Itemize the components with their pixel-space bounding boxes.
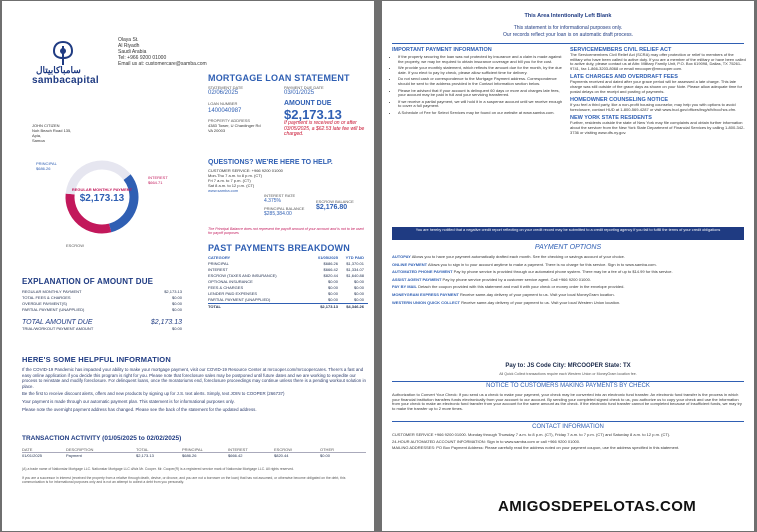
- questions-line: Sat 8 a.m. to 12 p.m. (CT): [208, 183, 255, 188]
- transactions-cell: $2,173.13: [136, 453, 154, 458]
- statement-front-page: [2, 1, 374, 531]
- sender-city: Al Riyadh: [118, 43, 140, 49]
- questions-line: Mon-Thu 7 a.m. to 8 p.m. (CT): [208, 173, 263, 178]
- helpful-paragraph: Your payment is made through our automatic payment plan. This statement is for informational purposes only.: [22, 398, 235, 404]
- balance-label: PRINCIPAL BALANCE: [264, 206, 305, 211]
- important-bullet: • Please be advised that if your account is delinquent 60 days or more and charges late fees, your account may be paid in full and your servicing transferred.: [398, 89, 564, 98]
- questions-title: QUESTIONS? WE'RE HERE TO HELP.: [208, 159, 333, 166]
- explanation-table: [22, 289, 182, 332]
- property-line1: 4383 Tower, U Chardinger Rd: [208, 123, 261, 128]
- balance-value: 4.375%: [264, 198, 281, 204]
- questions-web-link[interactable]: www.samba.com: [208, 188, 239, 193]
- sender-name: Olaya St.: [118, 37, 139, 43]
- sender-address: [118, 37, 207, 67]
- payment-donut-chart: [62, 157, 142, 237]
- explanation-label: PARTIAL PAYMENT (UNAPPLIED): [22, 307, 85, 312]
- explanation-value: $0.00: [171, 307, 182, 312]
- important-info-column: [392, 47, 564, 116]
- divider: [392, 381, 744, 382]
- explanation-title: EXPLANATION OF AMOUNT DUE: [22, 277, 154, 286]
- breakdown-cell: $0.00: [327, 297, 338, 302]
- important-bullet: • Do not send cash or correspondence to the Mortgage Payment address. Correspondence should be sent to the address provided in the Contact Information section below.: [398, 77, 564, 86]
- payment-option-text: Receive same-day delivery of your payment to us. Visit your local MoneyGram location.: [460, 291, 615, 297]
- transactions-title: TRANSACTION ACTIVITY (01/05/2025 to 02/02/2025): [22, 435, 182, 442]
- breakdown-cell: $1,640.88: [346, 273, 364, 278]
- explanation-label: REGULAR MONTHLY PAYMENT: [22, 289, 82, 294]
- housing-title: HOMEOWNER COUNSELING NOTICE: [570, 97, 669, 104]
- escrow-balance-block: [316, 199, 354, 211]
- breakdown-cell: $0.00: [327, 279, 338, 284]
- blank-area-sub2: Our records reflect your loan is on automatic draft process.: [502, 32, 634, 38]
- questions-line: CUSTOMER SERVICE: +966 9200 01000: [208, 168, 283, 173]
- divider: [392, 421, 744, 422]
- breakdown-cell: $0.00: [327, 285, 338, 290]
- samba-logo-icon: [52, 41, 74, 67]
- breakdown-cell: $0.00: [353, 285, 364, 290]
- breakdown-header: YTD PAID: [345, 255, 364, 260]
- explanation-payoff-label: TRIAL/WORKOUT PAYMENT AMOUNT: [22, 326, 94, 331]
- helpful-body: [22, 367, 366, 412]
- breakdown-cell: PRINCIPAL: [208, 261, 229, 266]
- contact-lines: [392, 433, 744, 451]
- balance-value: $285,384.00: [264, 211, 292, 217]
- amount-due-label: AMOUNT DUE: [284, 100, 332, 107]
- donut-principal-amount: $686.26: [36, 166, 51, 171]
- breakdown-cell: LENDER PAID EXPENSES: [208, 291, 258, 296]
- important-bullet: • If the property securing the loan was not protected by insurance and a claim is made against the property, we may be required to obtain insurance coverage and bill you for the cost.: [398, 55, 564, 64]
- explanation-payoff-value: $0.00: [171, 326, 182, 331]
- payment-option-label: ONLINE PAYMENT: [392, 261, 428, 267]
- payment-option-label: AUTOMATED PHONE PAYMENT: [392, 269, 453, 275]
- payment-option-text: Allows you to have your payment automatically drafted each month. See the checking or savings account of your choice.: [411, 254, 625, 259]
- breakdown-header: CATEGORY: [208, 255, 231, 260]
- pay-to-line: Pay to: JS Code City: MRCOOPER State: TX: [505, 363, 631, 369]
- transactions-cell: $666.42: [228, 453, 243, 458]
- breakdown-cell: $0.00: [353, 291, 364, 296]
- contact-title: CONTACT INFORMATION: [532, 424, 604, 430]
- statement-date: 02/06/2025: [208, 90, 239, 96]
- logo-arabic-text: سامباكابيتال: [36, 65, 81, 75]
- breakdown-cell: $2,173.13: [320, 304, 338, 309]
- transactions-header: INTEREST: [228, 447, 248, 452]
- housing-text: If you feel a third party, like a non-profit housing counselor, may help you with options to avoid foreclosure, contact HUD at 1-800-569-4287 or visit www.hud.gov/offices/hsg/sfh/hcc/hcs.cfm.: [570, 102, 737, 112]
- payment-option: [392, 293, 744, 298]
- explanation-total-value: $2,173.13: [150, 319, 182, 326]
- payment-option: [392, 263, 744, 268]
- credit-report-notice: You are hereby notified that a negative credit report reflecting on your credit record may be submitted to a credit reporting agency if you fail to fulfill the terms of your credit obligations: [392, 227, 744, 240]
- disclosures-column: [570, 47, 746, 135]
- payment-option-text: Pay by phone service is provided through our automated phone system. There may be a fee of up to $14.99 for this service.: [453, 269, 673, 275]
- breakdown-header: 01/05/2025: [317, 255, 338, 260]
- payment-option-label: ASSIST AGENT PAYMENT: [392, 276, 442, 282]
- statement-date-label: STATEMENT DATE: [208, 85, 244, 90]
- amount-due: $2,173.13: [284, 107, 342, 122]
- explanation-label: OVERDUE PAYMENT(S): [22, 301, 67, 306]
- loan-number: 1400040987: [208, 108, 242, 114]
- logo-name: sambacapital: [32, 75, 99, 86]
- recipient-address: [32, 123, 71, 143]
- transactions-header: ESCROW: [274, 447, 292, 452]
- explanation-row: [22, 307, 182, 313]
- recipient-street: Noh Beach Road 135,: [32, 128, 72, 133]
- payment-option: [392, 270, 744, 275]
- contact-line: CUSTOMER SERVICE +966 9200 01000. Monday through Thursday 7 a.m. to 8 p.m. (CT), Friday 7 a.m. to 7 p.m. (CT) and Saturday 8 a.m. to 12 p.m. (CT).: [392, 432, 671, 437]
- donut-center-label: REGULAR MONTHLY PAYMENT: [71, 187, 133, 192]
- late-title: LATE CHARGES AND OVERDRAFT FEES: [570, 74, 678, 81]
- relief-title: SERVICEMEMBERS CIVIL RELIEF ACT: [570, 47, 672, 53]
- watermark-text: AMIGOSDEPELOTAS.COM: [498, 498, 697, 515]
- blank-area-sub1: This statement is for informational purposes only.: [513, 25, 623, 31]
- breakdown-cell: $0.00: [353, 279, 364, 284]
- questions-line: Fri 7 a.m. to 7 p.m. (CT): [208, 178, 251, 183]
- contact-line: 24-HOUR AUTOMATED ACCOUNT INFORMATION: Sign in to www.samba.com or call +966 9200 01000.: [392, 438, 581, 444]
- due-date-label: PAYMENT DUE DATE: [284, 85, 324, 90]
- important-bullet: • We provide your monthly statement, which reflects the amount due for the month, by the due date. If you elect to pay by check, please allow sufficient time for delivery.: [398, 66, 564, 75]
- payment-option: [392, 301, 744, 306]
- transactions-cell: $820.44: [274, 453, 289, 458]
- escrow-balance-label: ESCROW BALANCE: [316, 199, 354, 204]
- breakdown-cell: $0.00: [353, 297, 364, 302]
- questions-lines: [208, 168, 283, 193]
- payment-option-text: Allows you to sign in to your account anytime to make a payment. There is no charge for this service. Sign in to www.samba.com.: [428, 261, 657, 267]
- recipient-country: Samoa: [32, 138, 45, 143]
- transactions-cell: $686.26: [182, 453, 197, 458]
- escrow-balance-value: $2,176.80: [316, 204, 348, 211]
- breakdown-row: [208, 297, 368, 303]
- breakdown-table: [208, 255, 368, 310]
- breakdown-cell: FEES & CHARGES: [208, 285, 244, 290]
- breakdown-cell: ESCROW (TAXES AND INSURANCE): [208, 273, 277, 278]
- payment-option-label: PAY BY MAIL: [392, 284, 417, 290]
- due-date: 03/01/2025: [284, 90, 315, 96]
- recipient-name: JOHN CITIZEN: [32, 123, 60, 128]
- breakdown-cell: $686.26: [323, 261, 338, 266]
- explanation-value: $0.00: [171, 301, 182, 306]
- loan-number-label: LOAN NUMBER: [208, 101, 238, 106]
- sender-tel: Tel: +966 9200 01000: [118, 55, 167, 61]
- explanation-value: $2,173.13: [164, 289, 182, 294]
- transactions-footnote: (A) a trade name of Nationstar Mortgage LLC. Nationstar Mortgage LLC d/b/a Mr. Cooper. Mr. Cooper(R) is a registered service mark of Nationstar Mortgage LLC. All rights reserved.: [22, 467, 294, 471]
- important-bullet: • If we receive a partial payment, we will hold it in a suspense account until we receive enough to cover a full payment.: [398, 100, 564, 109]
- payment-option-label: AUTOPAY: [392, 254, 411, 259]
- donut-interest-label: INTEREST: [148, 175, 168, 180]
- relief-text: The Servicemembers Civil Relief Act (SCRA) may offer protection or relief to members of the military who have been called to active duty. If you are a member of the military or have been called to active duty, please contact us at Attn: Military Family Unit, P.O. Box 619098, Dallas, TX 75261-9741, fax 1-866-3203-8068 or email mrcooper@mrcooper.com.: [570, 52, 746, 71]
- payment-option: [392, 255, 744, 260]
- pay-to-note: All Quick Collect transactions require each Western Union or MoneyGram location fee.: [499, 372, 637, 376]
- balance-label: INTEREST RATE: [264, 193, 296, 198]
- payment-option-text: Detach the coupon provided with this statement and mail it with your check or money order in the envelope provided.: [418, 284, 625, 290]
- payment-options-title: PAYMENT OPTIONS: [534, 244, 602, 251]
- transactions-header: DATE: [22, 447, 33, 452]
- donut-principal-label: PRINCIPAL: [36, 161, 57, 166]
- donut-interest-amount: $664.71: [148, 180, 163, 185]
- breakdown-cell: $820.44: [323, 273, 338, 278]
- contact-line: MAILING ADDRESSES: PO Box Payment Address: Please carefully read the address noted on your payment coupon, use the address specified in this statement.: [392, 445, 680, 451]
- breakdown-total-row: [208, 303, 368, 310]
- helpful-paragraph: Please note the overnight payment address has changed. Please see the back of the statement for the updated address.: [22, 406, 257, 412]
- transactions-table: [22, 447, 366, 458]
- late-fee-note: If payment is received on or after 03/05/2025, a $62.53 late fee will be charged.: [284, 120, 365, 137]
- ny-text: Further, residents outside the state of New York may file complaints and obtain further information about the servicer from the New York State Department of Financial Services by calling 1-800-342-3736 or visiting www.dfs.ny.gov.: [570, 120, 745, 135]
- transactions-header: TOTAL: [136, 447, 149, 452]
- late-text: Payments received and dated after your grace period will be assessed a late charge. This late charge was still outside of the grace days as shown on your Note. Please allow adequate time for postal delays on the receipt and posting of payments.: [570, 79, 743, 94]
- donut-total: $2,173.13: [79, 193, 125, 204]
- important-bullets: [392, 55, 564, 116]
- ny-title: NEW YORK STATE RESIDENTS: [570, 115, 652, 122]
- check-notice-title: NOTICE TO CUSTOMERS MAKING PAYMENTS BY CHECK: [486, 383, 650, 389]
- breakdown-cell: $1,370.01: [346, 261, 364, 266]
- payment-option-label: WESTERN UNION QUICK COLLECT: [392, 299, 460, 305]
- breakdown-cell: TOTAL: [208, 304, 221, 309]
- breakdown-cell: INTEREST: [208, 267, 228, 272]
- explanation-value: $0.00: [171, 295, 182, 300]
- payment-option-label: MONEYGRAM EXPRESS PAYMENT: [392, 291, 459, 297]
- transactions-header: PRINCIPAL: [182, 447, 203, 452]
- transactions-header-row: [22, 447, 366, 452]
- payment-option-text: Pay by phone service provided by a customer service agent. Call +966 9200 01000.: [442, 276, 591, 282]
- breakdown-cell: $1,334.07: [346, 267, 364, 272]
- balance-note: The Principal Balance does not represent the payoff amount of your account and is not to be used for payoff purposes: [208, 227, 364, 235]
- transactions-header: OTHER: [320, 447, 334, 452]
- payment-option-text: Receive same-day delivery of your payment to us. Visit your local Western Union location.: [461, 299, 621, 305]
- breakdown-cell: $666.42: [323, 267, 338, 272]
- explanation-total-label: TOTAL AMOUNT DUE: [22, 319, 93, 326]
- statement-title: MORTGAGE LOAN STATEMENT: [208, 73, 350, 83]
- helpful-title: HERE'S SOME HELPFUL INFORMATION: [22, 355, 171, 364]
- payment-option: [392, 285, 744, 290]
- property-line2: VA 20003: [208, 128, 226, 133]
- important-bullet: • A Schedule of Fee for Select Services may be found on our website at www.samba.com.: [398, 111, 564, 116]
- check-notice-text: Authorization to Convert Your Check: If you send us a check to make your payment, your check may be converted into an electronic fund transfer. An electronic fund transfer is the process in which your financial institution transfers funds electronically from your account to our account. By sending your completed signed check to us, you authorize us to copy your check and use the information from your check to make an electronic fund transfer from your account for the same amount as the check. If the electronic fund transfer cannot be completed because of insufficient funds, we may try to make the transfer up to 2 more times.: [392, 392, 742, 411]
- transactions-row: [22, 452, 366, 458]
- explanation-label: TOTAL FEES & CHARGES: [22, 295, 71, 300]
- breakdown-cell: $4,346.26: [346, 304, 364, 309]
- donut-escrow-label: ESCROW: [66, 243, 84, 248]
- transactions-cell: 01/01/2025: [22, 453, 43, 458]
- transactions-footnote2: If you are a successor in interest (received the property from a relative through death, devise, or divorce, and you are not a borrower on the loan) that has not assumed, or otherwise become obligated on the debt, this communication is for informational purposes only and is not an attempt to collect a debt from you personally.: [22, 476, 346, 484]
- payment-option: [392, 278, 744, 283]
- property-label: PROPERTY ADDRESS: [208, 118, 251, 123]
- explanation-payoff-row: [22, 326, 182, 332]
- sender-email[interactable]: Email us at: customercare@samba.com: [118, 61, 207, 67]
- explanation-total-row: [22, 319, 182, 326]
- blank-area-title: This Area Intentionally Left Blank: [524, 13, 612, 19]
- breakdown-title: PAST PAYMENTS BREAKDOWN: [208, 243, 350, 253]
- transactions-header: DESCRIPTION: [66, 447, 94, 452]
- breakdown-cell: $0.00: [327, 291, 338, 296]
- helpful-paragraph: If the COVID-19 Pandemic has impacted your ability to make your mortgage payment, visit our COVID-19 Resource Center at mrcooper.com/mrcoopercares. There's a fast and easy online application if you decide this program is right for you. Please note that foreclosure sales may be postponed until future dates and we are working to expedite our process to reinstate and modify foreclosure. For delinquent loans, once the moratoriums end, foreclosure proceedings may continue unless there is a pending workout solution in place.: [22, 367, 366, 389]
- statement-back-page: [382, 1, 754, 531]
- sender-country: Saudi Arabia: [118, 49, 147, 55]
- important-title: IMPORTANT PAYMENT INFORMATION: [392, 47, 492, 53]
- recipient-city: Apia,: [32, 133, 42, 138]
- payment-options-list: [392, 255, 744, 308]
- transactions-cell: Payment: [66, 453, 82, 458]
- helpful-paragraph: Be the first to receive discount alerts, offers and new products by signing up for J.S. text alerts. Simply, text JOIN to COOPER (266737): [22, 391, 285, 397]
- breakdown-cell: PARTIAL PAYMENT (UNAPPLIED): [208, 297, 271, 302]
- breakdown-cell: OPTIONAL INSURANCE: [208, 279, 253, 284]
- divider: [392, 43, 744, 44]
- transactions-cell: $0.00: [320, 453, 331, 458]
